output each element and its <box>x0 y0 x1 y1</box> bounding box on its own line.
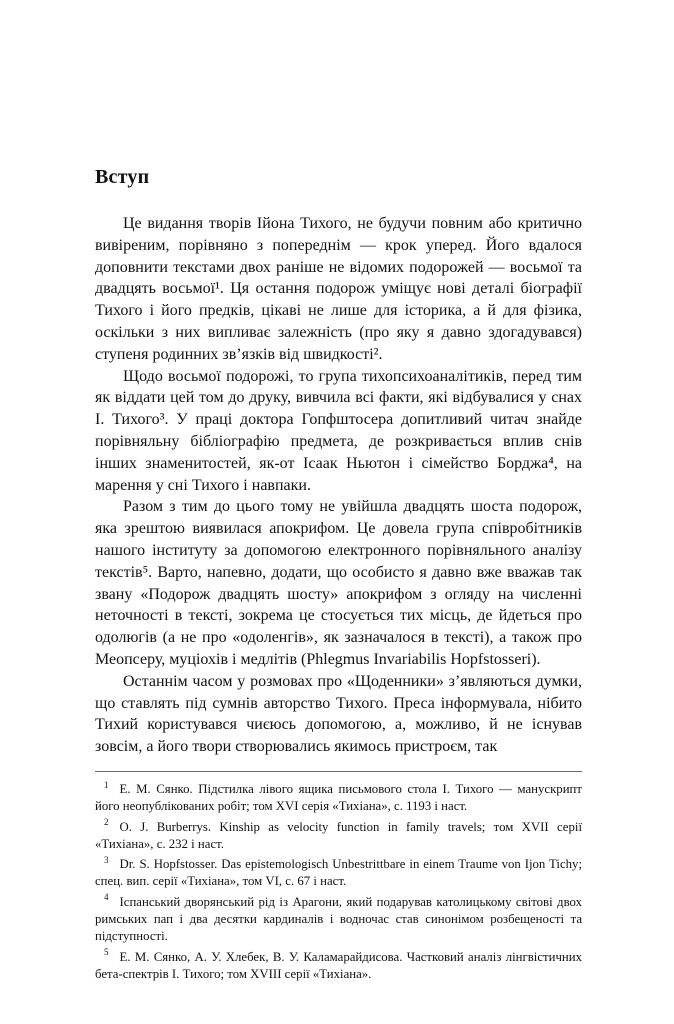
footnote-separator <box>95 771 582 772</box>
chapter-heading: Вступ <box>95 166 150 188</box>
footnote-number: 3 <box>104 854 109 865</box>
footnote-number: 4 <box>104 892 109 903</box>
footnote-number: 2 <box>104 817 109 828</box>
paragraph-3: Разом з тим до цього тому не увійшла двадцять шоста подорож, яка зрештою виявилася апокрифом. Це довела група співробітників нашого інституту за допомогою електронного порівняльного аналізу текстів⁵. Варто, напевно, додати, що особисто я давно вже вважав так звану «Подорож двадцять шосту» апокрифом з огляду на численні неточності в тексті, зокрема це стосується тих місць, де йдеться про одолюгів (а не про «одоленгів», як зазначалося в тексті), а також про Меопсеру, муціохів і медлітів (Phlegmus Invariabilis Hopfstosseri). <box>95 498 582 668</box>
footnote-text: Е. М. Сянко. Підстилка лівого ящика письмового стола І. Тихого — манускрипт його неопублікованих робіт; том XVI серія «Тихіана», с. 1193 і наст. <box>95 781 582 814</box>
paragraph-1: Це видання творів Ійона Тихого, не будучи повним або критично вивіреним, порівняно з попереднім — крок уперед. Його вдалося доповнити текстами двох раніше не відомих подорожей — восьмої та двадцять восьмої¹. Ця остання подорож уміщує нові деталі біографії Тихого і його предків, цікаві не лише для історика, а й для фізика, оскільки з них випливає залежність (про яку я давно здогадувався) ступеня родинних зв’язків від швидкості². <box>95 215 582 363</box>
footnote-2 <box>95 819 582 854</box>
footnote-5 <box>95 949 582 984</box>
body-text <box>95 213 582 758</box>
footnote-3 <box>95 856 582 891</box>
footnote-text: Dr. S. Hopfstosser. Das epistemologisch Unbestrittbare in einem Traume von Ijon Tichy; спец. вип. серії «Тихіана», том VI, с. 67 і наст. <box>95 857 582 889</box>
footnote-number: 5 <box>104 947 109 958</box>
footnote-text: Іспанський дворянський рід із Арагони, який подарував католицькому світові двох римських пап і два десятки кардиналів і водночас став синонімом розбещеності та підступності. <box>95 894 582 944</box>
footnotes <box>95 781 582 983</box>
footnote-number: 1 <box>104 779 109 790</box>
footnote-text: O. J. Burberrys. Kinship as velocity function in family travels; том XVII серії «Тихіана», с. 232 і наст. <box>95 819 582 851</box>
footnote-4 <box>95 894 582 946</box>
footnote-1 <box>95 781 582 816</box>
footnote-text: Е. М. Сянко, А. У. Хлебек, В. У. Каламарайдисова. Частковий аналіз лінгвістичних бета-спектрів І. Тихого; том XVIII серії «Тихіана». <box>95 949 582 981</box>
paragraph-4: Останнім часом у розмовах про «Щоденники» з’являються думки, що ставлять під сумнів авторство Тихого. Преса інформувала, нібито Тихий користувався чиєюсь допомогою, а, можливо, й не існував зовсім, а його твори створювались якимось пристроєм, так <box>95 672 582 756</box>
paragraph-2: Щодо восьмої подорожі, то група тихопсихоаналітиків, перед тим як віддати цей том до друку, вивчила всі факти, які відбувалися у снах І. Тихого³. У праці доктора Гопфштосера допитливий читач знайде порівняльну бібліографію предмета, де розкривається вплив снів інших знаменитостей, як-от Ісаак Ньютон і сімейство Борджа⁴, на марення у сні Тихого і навпаки. <box>95 367 582 494</box>
